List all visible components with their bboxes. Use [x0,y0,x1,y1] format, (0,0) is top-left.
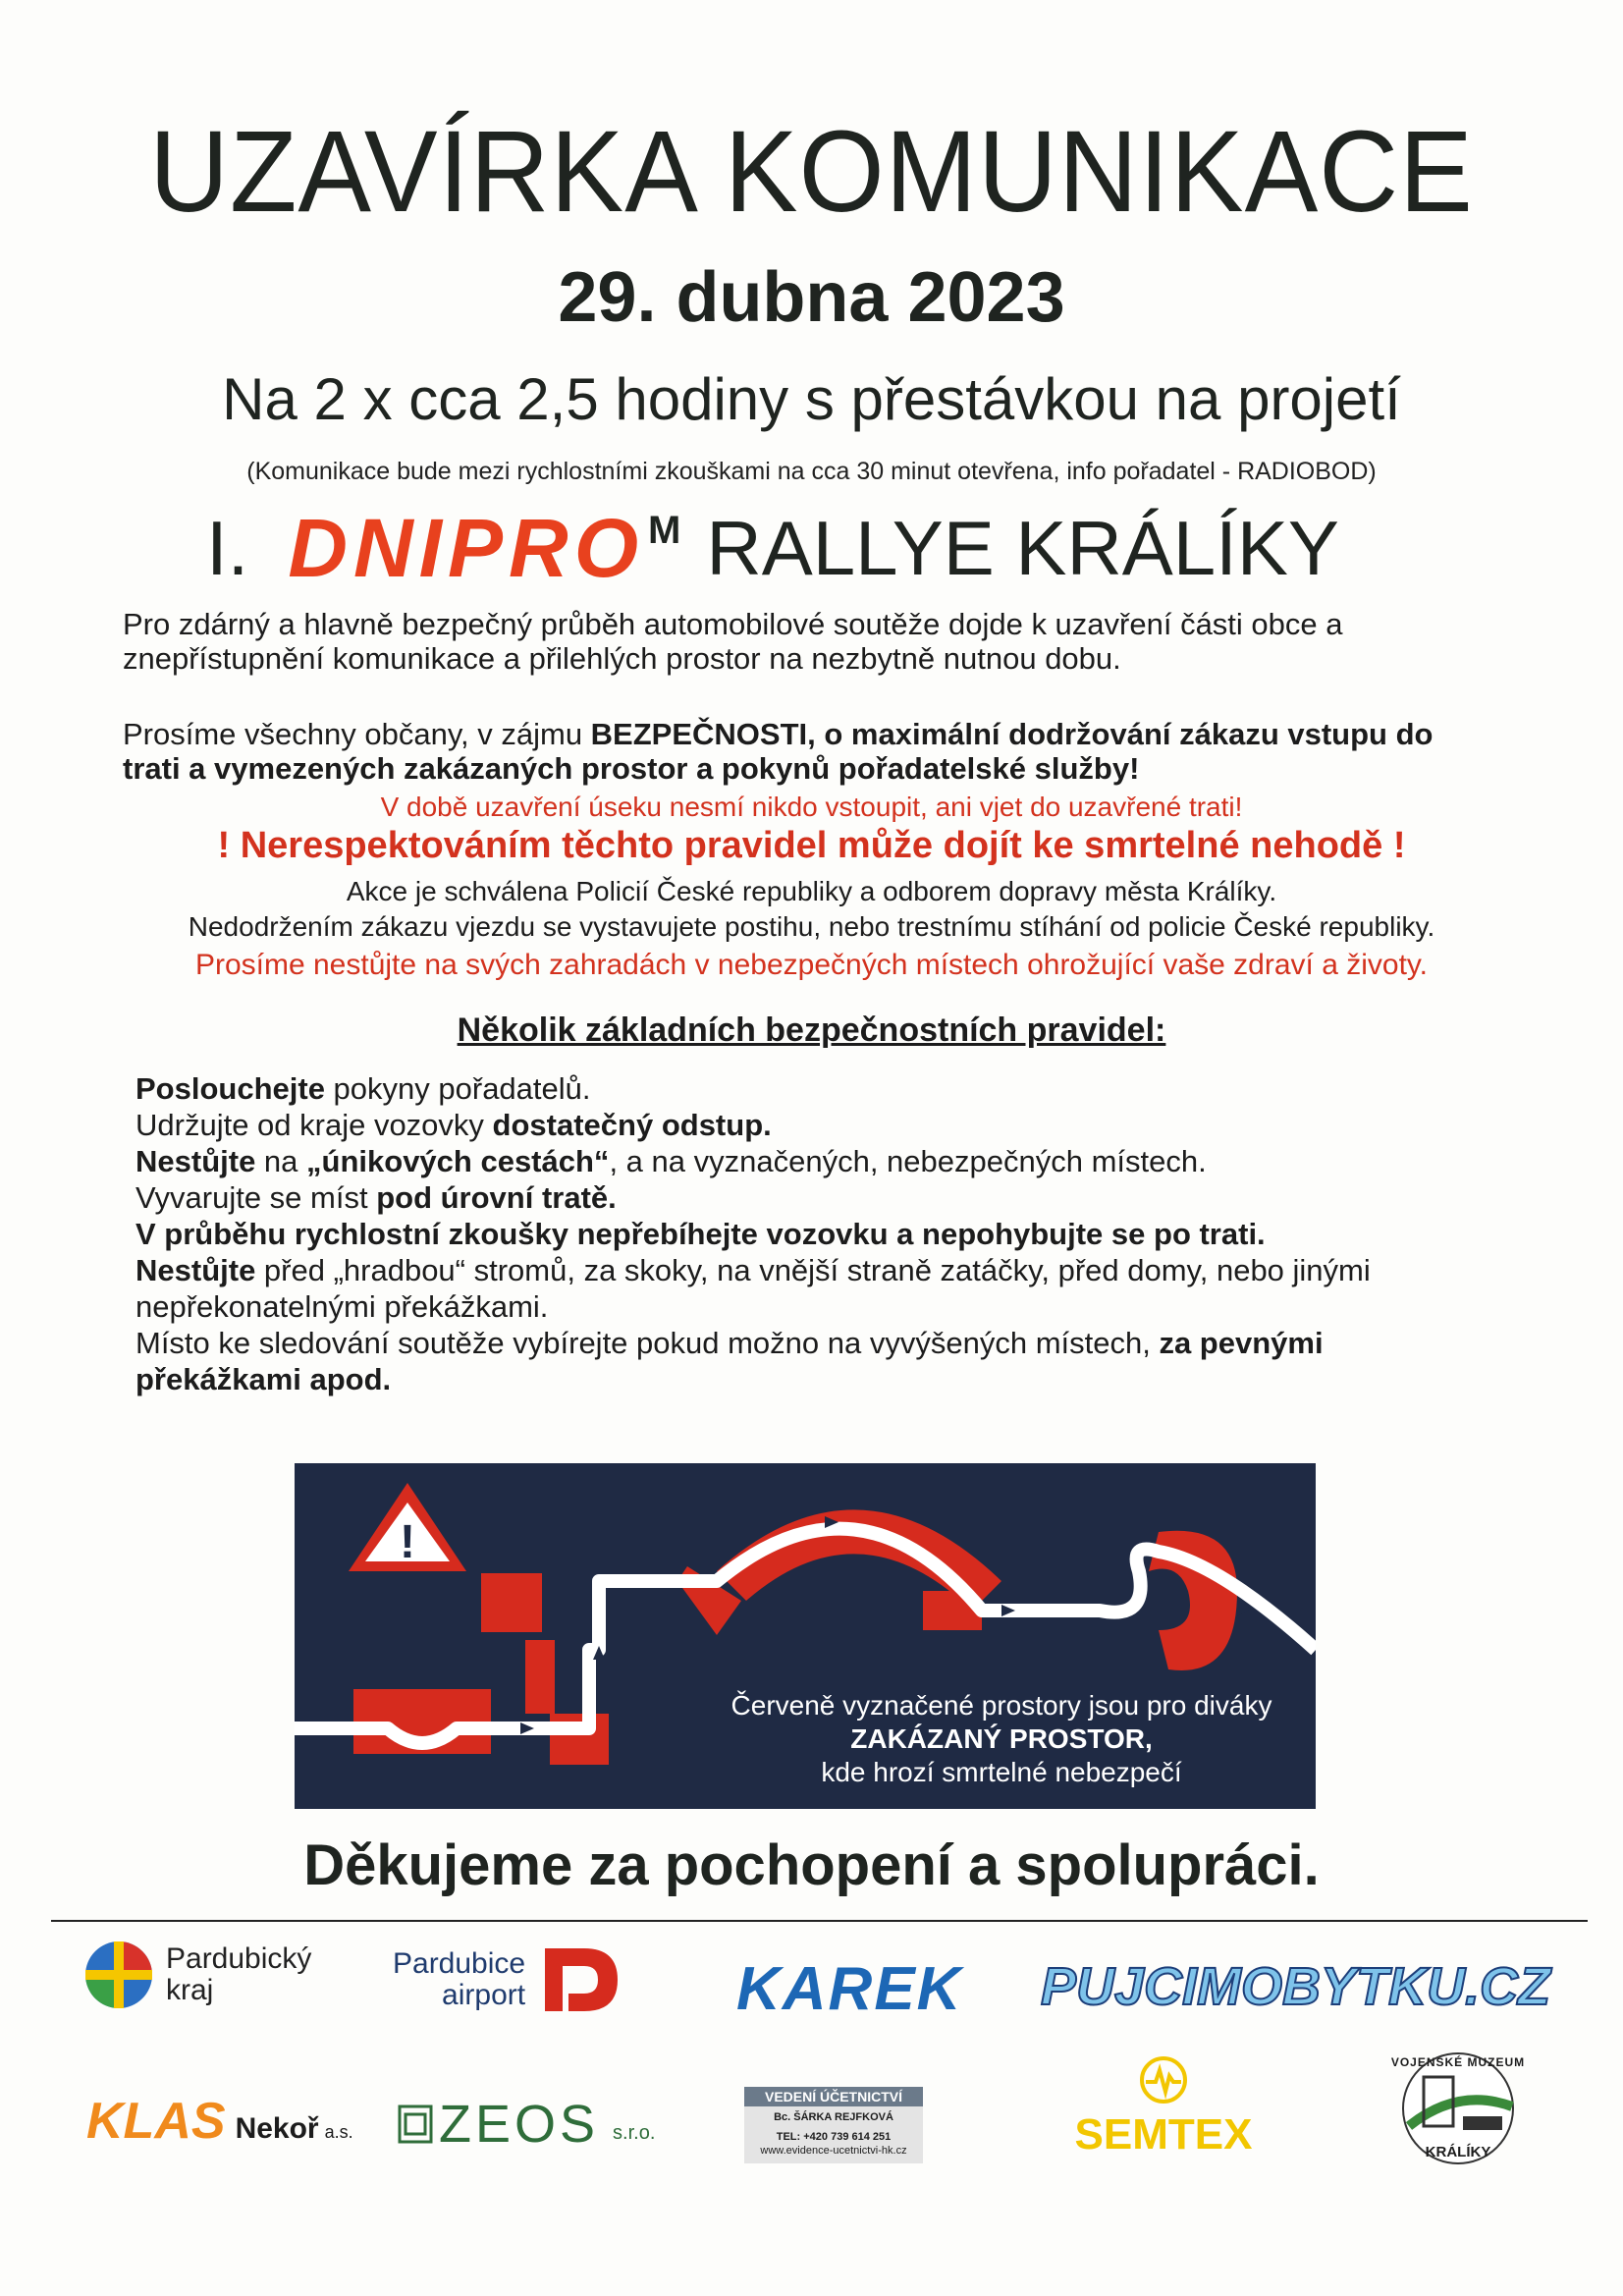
caption-line: ZAKÁZANÝ PROSTOR, [850,1723,1153,1754]
vojenske-muzeum-logo [1365,2048,1551,2170]
logo-text: TEL: +420 739 614 251 [776,2131,892,2143]
rule-item: nepřekonatelnými překážkami. [135,1289,549,1324]
logo-text: Bc. ŠÁRKA REJFKOVÁ [774,2111,893,2123]
logo-text: a.s. [324,2122,353,2142]
caption-line: Červeně vyznačené prostory jsou pro diváky [730,1690,1272,1721]
rule-item: Místo ke sledování soutěže vybírejte pokud možno na vyvýšených místech, za pevnými [135,1326,1324,1360]
zeos-logo [398,2094,655,2155]
appeal-bold: BEZPEČNOSTI, o maximální dodržování zákazu vstupu do [590,717,1434,751]
ucetnictvi-logo [744,2087,923,2163]
rally-prefix: I. [206,504,249,591]
dnipro-logo-mark: M [648,509,681,552]
garden-warning: Prosíme nestůjte na svých zahradách v nebezpečných místech ohrožující vaše zdraví a životy. [194,949,1429,981]
rules-heading: Několik základních bezpečnostních pravidel: [457,1011,1166,1049]
rule-item: Poslouchejte pokyny pořadatelů. [135,1071,591,1106]
logo-text: s.r.o. [613,2121,656,2144]
danger-zone [550,1714,609,1765]
rally-suffix: RALLYE KRÁLÍKY [706,504,1339,591]
logo-text: www.evidence-ucetnictvi-hk.cz [760,2145,907,2157]
divider [51,1920,1588,1922]
logo-text: VEDENÍ ÚČETNICTVÍ [744,2087,923,2106]
danger-zone [525,1640,555,1714]
closure-note: (Komunikace bude mezi rychlostními zkouškami na cca 30 minut otevřena, info pořadatel - RADIOBOD) [246,458,1377,485]
logo-text: Nekoř [235,2112,319,2145]
pardubice-airport-logo [393,1942,623,2017]
logo-text: kraj [166,1974,214,2006]
death-warning: ! Nerespektováním těchto pravidel může dojít ke smrtelné nehodě ! [217,825,1406,866]
appeal-line [123,751,1537,786]
logo-text: ZEOS [439,2095,600,2154]
red-notice: V době uzavření úseku nesmí nikdo vstoupit, ani vjet do uzavřené trati! [380,792,1243,822]
karek-logo: KAREK [736,1955,963,2023]
appeal-line [123,717,1537,751]
logo-text: KRÁLÍKY [1425,2144,1491,2160]
rules-list [135,1070,1530,1397]
rule-item: V průběhu rychlostní zkoušky nepřebíhejte vozovku a nepohybujte se po trati. [135,1217,1266,1251]
dnipro-logo: DNIPRO [288,501,645,594]
logo-text: KLAS [86,2093,226,2150]
appeal-lead: Prosíme všechny občany, v zájmu [123,717,591,751]
warning-glyph: ! [400,1516,415,1568]
semtex-wave-icon [1136,2052,1191,2107]
rule-item: překážkami apod. [135,1362,392,1396]
logo-text: SEMTEX [1074,2110,1253,2159]
pujcimobytku-logo: PUJCIMOBYTKU.CZ [1041,1957,1551,2016]
closure-duration: Na 2 x cca 2,5 hodiny s přestávkou na projetí [222,366,1401,432]
illustration-caption [697,1689,1306,1789]
rule-item: Vyvarujte se míst pod úrovní tratě. [135,1180,617,1215]
danger-zone [481,1573,542,1632]
intro-line: znepřístupnění komunikace a přilehlých prostor na nezbytně nutnou dobu. [123,641,1121,676]
intro-line: Pro zdárný a hlavně bezpečný průběh automobilové soutěže dojde k uzavření části obce a [123,607,1343,641]
danger-zone-illustration [295,1463,1316,1809]
region-emblem-icon [83,1940,154,2010]
rule-item: Nestůjte před „hradbou“ stromů, za skoky, na vnější straně zatáčky, před domy, nebo jinými [135,1253,1371,1287]
logo-text: Pardubice [393,1947,526,1980]
klas-nekor-logo [86,2092,353,2151]
closure-date: 29. dubna 2023 [558,258,1065,337]
thanks-line: Děkujeme za pochopení a spolupráci. [303,1833,1320,1897]
rule-item: Nestůjte na „únikových cestách“, a na vyznačených, nebezpečných místech. [135,1144,1207,1178]
rule-item: Udržujte od kraje vozovky dostatečný odstup. [135,1108,772,1142]
zeos-mark-icon [398,2105,433,2144]
page-title: UZAVÍRKA KOMUNIKACE [149,106,1474,237]
appeal-bold: trati a vymezených zakázaných prostor a pokynů pořadatelské služby! [123,751,1140,786]
appeal-paragraph [123,717,1537,786]
caption-line: kde hrozí smrtelné nebezpečí [821,1757,1182,1787]
logo-text: VOJENSKÉ MUZEUM [1390,2055,1526,2069]
pardubicky-kraj-logo [83,1940,311,2010]
approval-note: Akce je schválena Policií České republiky a odborem dopravy města Králíky. [346,876,1277,906]
intro-paragraph [123,607,1537,676]
semtex-logo [1055,2052,1271,2159]
airport-p-icon [535,1942,623,2017]
logo-text: Pardubický [166,1942,312,1975]
penalty-note: Nedodržením zákazu vjezdu se vystavujete postihu, nebo trestnímu stíhání od policie České republiky. [188,911,1435,942]
rally-name [206,499,1339,597]
logo-text: airport [442,1979,526,2011]
